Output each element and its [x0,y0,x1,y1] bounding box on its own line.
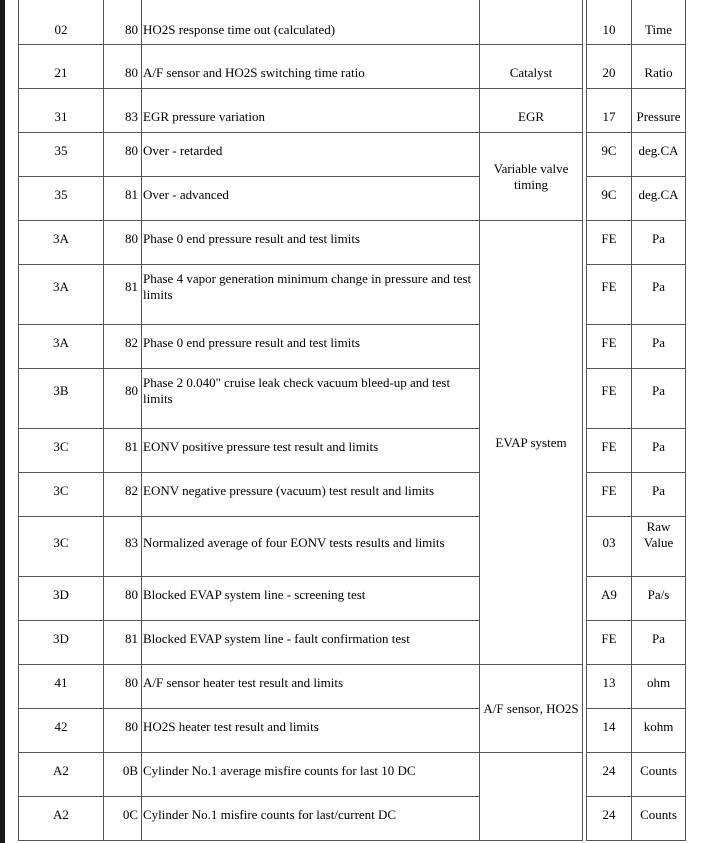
description-cell: Normalized average of four EONV tests results and limits [142,517,480,577]
uasid-cell: FE [587,369,632,429]
unit-cell: Pa [632,621,686,665]
system-cell-variable-valve-timing: Variable valve timing [480,133,583,221]
unit-cell: Pa/s [632,577,686,621]
uasid-cell: FE [587,325,632,369]
cid-cell: 80 [104,369,142,429]
description-cell: EGR pressure variation [142,89,480,133]
table-row [19,133,686,177]
tid-cell: 3C [19,429,104,473]
uasid-cell: FE [587,473,632,517]
tid-cell: A2 [19,797,104,841]
uasid-cell: 14 [587,709,632,753]
cid-cell: 81 [104,621,142,665]
system-cell-catalyst: Catalyst [480,45,583,89]
tid-cell: 02 [19,0,104,45]
table-row [19,89,686,133]
description-cell: Phase 0 end pressure result and test limits [142,221,480,265]
tid-cell: A2 [19,753,104,797]
description-cell: Over - advanced [142,177,480,221]
cid-cell: 80 [104,45,142,89]
unit-cell: Ratio [632,45,686,89]
unit-cell: Pa [632,265,686,325]
uasid-cell: 03 [587,517,632,577]
tid-cell: 41 [19,665,104,709]
unit-cell: kohm [632,709,686,753]
cid-cell: 80 [104,709,142,753]
uasid-cell: 13 [587,665,632,709]
uasid-cell: 24 [587,797,632,841]
cid-cell: 80 [104,0,142,45]
page-left-edge-bar [0,0,5,843]
system-cell-evap: EVAP system [480,221,583,665]
monitor-result-table [18,0,686,841]
tid-cell: 35 [19,133,104,177]
description-cell: Over - retarded [142,133,480,177]
system-cell-egr: EGR [480,89,583,133]
uasid-cell: 10 [587,0,632,45]
table-row [19,0,686,45]
uasid-cell: 9C [587,133,632,177]
cid-cell: 0C [104,797,142,841]
description-cell: EONV negative pressure (vacuum) test result and limits [142,473,480,517]
unit-cell: Counts [632,753,686,797]
cid-cell: 83 [104,89,142,133]
cid-cell: 80 [104,577,142,621]
tid-cell: 3D [19,577,104,621]
tid-cell: 3D [19,621,104,665]
description-cell: EONV positive pressure test result and limits [142,429,480,473]
description-cell: Blocked EVAP system line - screening test [142,577,480,621]
table-row [19,753,686,797]
description-cell: HO2S heater test result and limits [142,709,480,753]
table-row [19,45,686,89]
unit-cell: Pa [632,325,686,369]
description-cell: A/F sensor and HO2S switching time ratio [142,45,480,89]
uasid-cell: 9C [587,177,632,221]
cid-cell: 81 [104,265,142,325]
table-row [19,221,686,265]
system-cell-blank [480,753,583,841]
description-cell: Phase 4 vapor generation minimum change in pressure and test limits [142,265,480,325]
tid-cell: 31 [19,89,104,133]
tid-cell: 3C [19,517,104,577]
tid-cell: 35 [19,177,104,221]
cid-cell: 0B [104,753,142,797]
description-cell: Phase 0 end pressure result and test limits [142,325,480,369]
system-cell-blank [480,0,583,45]
description-cell: Cylinder No.1 misfire counts for last/current DC [142,797,480,841]
uasid-cell: FE [587,429,632,473]
system-cell-af-sensor-ho2s: A/F sensor, HO2S [480,665,583,753]
unit-cell: Time [632,0,686,45]
tid-cell: 21 [19,45,104,89]
tid-cell: 42 [19,709,104,753]
tid-cell: 3A [19,221,104,265]
uasid-cell: FE [587,621,632,665]
cid-cell: 81 [104,177,142,221]
description-cell: HO2S response time out (calculated) [142,0,480,45]
tid-cell: 3B [19,369,104,429]
unit-cell: Pa [632,369,686,429]
tid-cell: 3A [19,265,104,325]
tid-cell: 3A [19,325,104,369]
description-cell: A/F sensor heater test result and limits [142,665,480,709]
cid-cell: 81 [104,429,142,473]
unit-cell: deg.CA [632,133,686,177]
uasid-cell: FE [587,221,632,265]
uasid-cell: 24 [587,753,632,797]
unit-cell: deg.CA [632,177,686,221]
cid-cell: 80 [104,221,142,265]
unit-cell: Pressure [632,89,686,133]
uasid-cell: A9 [587,577,632,621]
cid-cell: 80 [104,665,142,709]
table-row [19,665,686,709]
unit-cell: Counts [632,797,686,841]
unit-cell: ohm [632,665,686,709]
unit-cell: Pa [632,429,686,473]
unit-cell: Pa [632,221,686,265]
cid-cell: 83 [104,517,142,577]
cid-cell: 82 [104,473,142,517]
cid-cell: 82 [104,325,142,369]
tid-cell: 3C [19,473,104,517]
description-cell: Blocked EVAP system line - fault confirmation test [142,621,480,665]
unit-cell: Pa [632,473,686,517]
description-cell: Cylinder No.1 average misfire counts for last 10 DC [142,753,480,797]
uasid-cell: 20 [587,45,632,89]
cid-cell: 80 [104,133,142,177]
uasid-cell: FE [587,265,632,325]
description-cell: Phase 2 0.040" cruise leak check vacuum bleed-up and test limits [142,369,480,429]
unit-cell: Raw Value [632,517,686,577]
uasid-cell: 17 [587,89,632,133]
